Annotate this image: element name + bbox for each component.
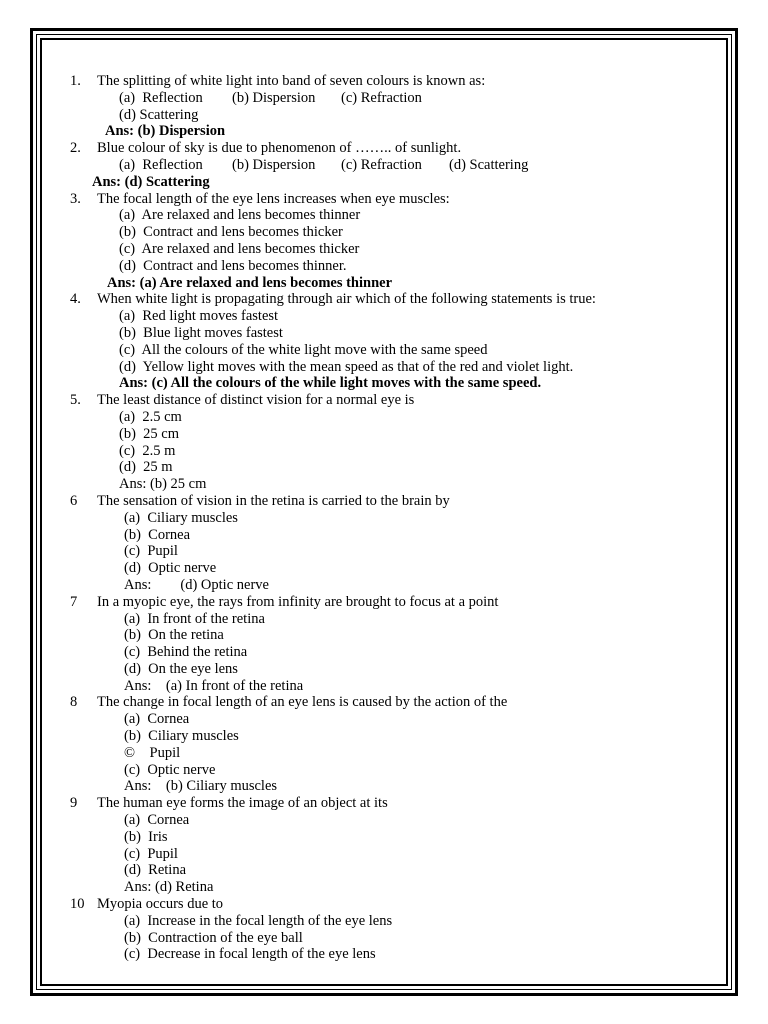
option-row bbox=[0, 661, 768, 678]
option-d: (d) Optic nerve bbox=[124, 560, 217, 577]
option-c: (c) Refraction bbox=[341, 89, 422, 106]
question-text: When white light is propagating through air which of the following statements is true: bbox=[97, 291, 596, 308]
option-row bbox=[0, 443, 768, 460]
option-row bbox=[0, 426, 768, 443]
option-d: (d) 25 m bbox=[119, 459, 173, 476]
option-b: (b) Dispersion bbox=[232, 89, 316, 106]
question-number: 8 bbox=[70, 694, 78, 711]
question-text: The change in focal length of an eye lens is caused by the action of the bbox=[97, 694, 508, 711]
answer-text: Ans: (b) Ciliary muscles bbox=[124, 778, 278, 795]
options-row bbox=[0, 107, 768, 124]
answer-text: Ans: (d) Scattering bbox=[92, 173, 210, 190]
option-row bbox=[0, 913, 768, 930]
option-b: (b) Blue light moves fastest bbox=[119, 324, 283, 341]
option-d: (d) Yellow light moves with the mean speed as that of the red and violet light. bbox=[119, 358, 574, 375]
question-list bbox=[0, 73, 768, 963]
question-number: 3. bbox=[70, 190, 81, 207]
option-a: (a) 2.5 cm bbox=[119, 408, 182, 425]
option-c: (c) Are relaxed and lens becomes thicker bbox=[119, 240, 360, 257]
answer bbox=[0, 174, 768, 191]
option-a: (a) Increase in the focal length of the eye lens bbox=[124, 912, 393, 929]
answer-text: Ans: (c) All the colours of the while light moves with the same speed. bbox=[119, 375, 542, 392]
question-6 bbox=[0, 493, 768, 510]
question-7 bbox=[0, 594, 768, 611]
option-d: (d) Retina bbox=[124, 862, 187, 879]
option-d: (d) Contract and lens becomes thinner. bbox=[119, 257, 347, 274]
question-number: 7 bbox=[70, 593, 78, 610]
option-row bbox=[0, 829, 768, 846]
answer-text: Ans: (d) Optic nerve bbox=[124, 576, 269, 593]
question-text: The human eye forms the image of an object at its bbox=[97, 795, 388, 812]
option-a: (a) In front of the retina bbox=[124, 610, 265, 627]
option-row bbox=[0, 241, 768, 258]
question-10 bbox=[0, 896, 768, 913]
option-row bbox=[0, 207, 768, 224]
answer bbox=[0, 123, 768, 140]
option-b: (b) Contract and lens becomes thicker bbox=[119, 224, 343, 241]
question-text: The least distance of distinct vision for a normal eye is bbox=[97, 392, 415, 409]
option-b: (b) Cornea bbox=[124, 526, 191, 543]
option-row bbox=[0, 258, 768, 275]
option-c: (c) Pupil bbox=[124, 543, 178, 560]
option-c: (c) Pupil bbox=[124, 845, 178, 862]
option-row bbox=[0, 510, 768, 527]
option-row bbox=[0, 611, 768, 628]
question-9 bbox=[0, 795, 768, 812]
question-3 bbox=[0, 191, 768, 208]
options-row bbox=[0, 157, 768, 174]
question-number: 4. bbox=[70, 291, 81, 308]
question-text: In a myopic eye, the rays from infinity are brought to focus at a point bbox=[97, 593, 499, 610]
answer bbox=[0, 778, 768, 795]
option-row bbox=[0, 762, 768, 779]
question-number: 6 bbox=[70, 492, 78, 509]
option-d: (d) On the eye lens bbox=[124, 660, 238, 677]
option-a: (a) Cornea bbox=[124, 711, 190, 728]
option-row bbox=[0, 224, 768, 241]
option-a: (a) Red light moves fastest bbox=[119, 308, 279, 325]
question-number: 2. bbox=[70, 140, 81, 157]
answer bbox=[0, 577, 768, 594]
option-row bbox=[0, 459, 768, 476]
answer-text: Ans: (a) In front of the retina bbox=[124, 677, 304, 694]
option-row bbox=[0, 812, 768, 829]
option-row bbox=[0, 627, 768, 644]
option-d: (d) Scattering bbox=[119, 106, 199, 123]
option-row bbox=[0, 745, 768, 762]
option-b: (b) Dispersion bbox=[232, 156, 316, 173]
option-b: (b) On the retina bbox=[124, 627, 224, 644]
answer-text: Ans: (d) Retina bbox=[124, 879, 214, 896]
option-row bbox=[0, 308, 768, 325]
option-b: (b) Iris bbox=[124, 828, 168, 845]
option-row bbox=[0, 711, 768, 728]
option-c: (c) 2.5 m bbox=[119, 442, 176, 459]
option-a: (a) Are relaxed and lens becomes thinner bbox=[119, 207, 361, 224]
option-row bbox=[0, 560, 768, 577]
answer bbox=[0, 476, 768, 493]
option-c: (c) Refraction bbox=[341, 156, 422, 173]
answer-text: Ans: (a) Are relaxed and lens becomes thinner bbox=[107, 274, 393, 291]
option-b: (b) Contraction of the eye ball bbox=[124, 929, 303, 946]
question-text: The splitting of white light into band of seven colours is known as: bbox=[97, 73, 486, 89]
option-c: (c) Behind the retina bbox=[124, 644, 248, 661]
option-c: © Pupil bbox=[124, 744, 181, 761]
option-a: (a) Ciliary muscles bbox=[124, 509, 238, 526]
question-text: The focal length of the eye lens increases when eye muscles: bbox=[97, 190, 450, 207]
option-row bbox=[0, 342, 768, 359]
question-text: Blue colour of sky is due to phenomenon of …….. of sunlight. bbox=[97, 140, 462, 157]
question-number: 9 bbox=[70, 795, 78, 812]
answer bbox=[0, 375, 768, 392]
option-row bbox=[0, 325, 768, 342]
question-number: 10 bbox=[70, 896, 85, 913]
option-a: (a) Reflection bbox=[119, 89, 203, 106]
option-d: (d) Scattering bbox=[449, 156, 529, 173]
option-c: (c) All the colours of the white light move with the same speed bbox=[119, 341, 488, 358]
answer bbox=[0, 275, 768, 292]
answer bbox=[0, 678, 768, 695]
option-d: (c) Optic nerve bbox=[124, 761, 216, 778]
question-number: 5. bbox=[70, 392, 81, 409]
option-row bbox=[0, 930, 768, 947]
option-row bbox=[0, 644, 768, 661]
option-c: (c) Decrease in focal length of the eye lens bbox=[124, 946, 376, 963]
question-1 bbox=[0, 73, 768, 90]
option-a: (a) Cornea bbox=[124, 812, 190, 829]
option-row bbox=[0, 846, 768, 863]
option-row bbox=[0, 543, 768, 560]
option-row bbox=[0, 409, 768, 426]
option-a: (a) Reflection bbox=[119, 156, 203, 173]
option-row bbox=[0, 946, 768, 963]
option-row bbox=[0, 359, 768, 376]
answer-text: Ans: (b) 25 cm bbox=[119, 476, 207, 493]
question-4 bbox=[0, 291, 768, 308]
question-text: The sensation of vision in the retina is carried to the brain by bbox=[97, 492, 450, 509]
option-row bbox=[0, 527, 768, 544]
question-number: 1. bbox=[70, 73, 81, 89]
option-row bbox=[0, 862, 768, 879]
question-text: Myopia occurs due to bbox=[97, 896, 224, 913]
question-5 bbox=[0, 392, 768, 409]
options-row bbox=[0, 90, 768, 107]
option-b: (b) 25 cm bbox=[119, 425, 179, 442]
question-2 bbox=[0, 140, 768, 157]
answer bbox=[0, 879, 768, 896]
answer-text: Ans: (b) Dispersion bbox=[105, 123, 226, 140]
question-8 bbox=[0, 694, 768, 711]
option-b: (b) Ciliary muscles bbox=[124, 728, 239, 745]
option-row bbox=[0, 728, 768, 745]
